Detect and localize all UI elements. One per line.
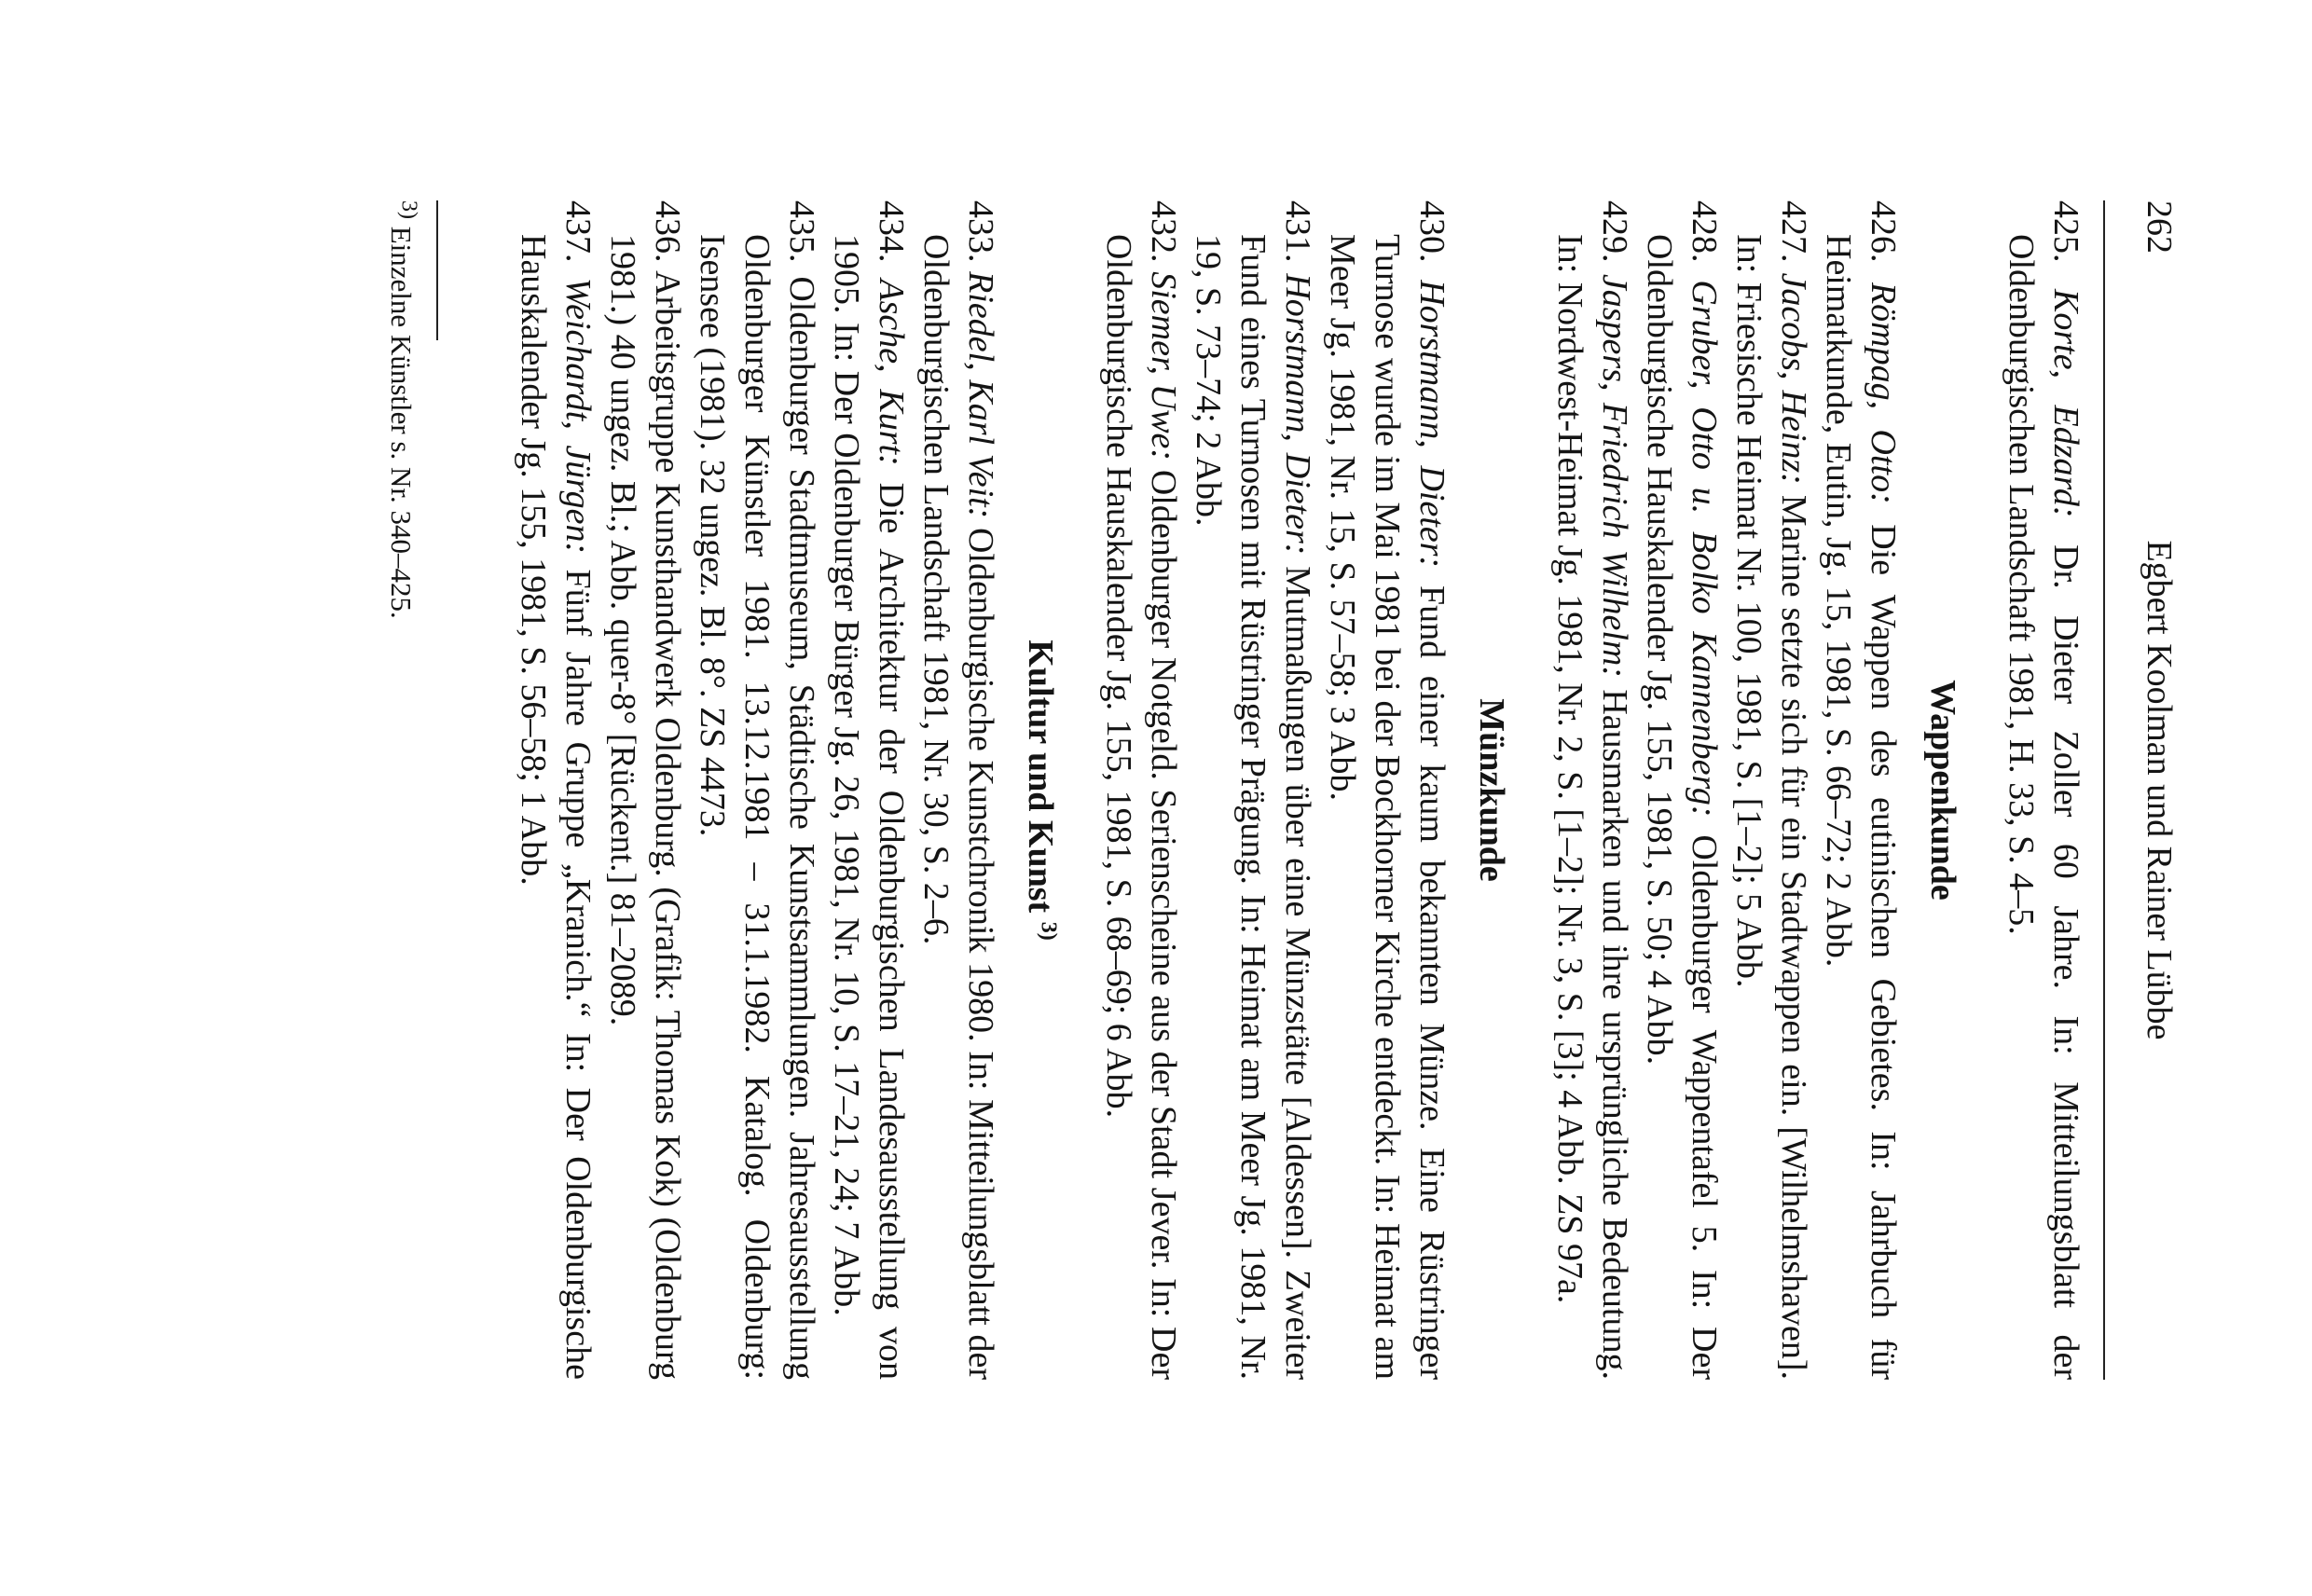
entry-number: 435.: [782, 200, 821, 263]
entry-author: Korte, Edzard:: [2046, 289, 2085, 518]
entry-number: 425.: [2046, 200, 2085, 263]
footnote-text: Einzelne Künstler s. Nr. 340–425.: [385, 219, 418, 619]
bibliography-entry: [1548, 200, 1637, 1380]
bibliography-entry: [1320, 200, 1454, 1380]
entry-number: 430.: [1412, 200, 1452, 263]
footnote-mark: 3): [396, 200, 421, 219]
entry-text: Fund einer kaum bekannten Münze. Eine Rüstringer Turnose wurde im Mai 1981 bei der Bockhorner Kirche entdeckt. In: Heimat am Meer Jg. 1981, Nr. 15, S. 57–58; 3 Abb.: [1323, 234, 1452, 1381]
entry-number: 436.: [648, 200, 687, 263]
entry-text: Die Architektur der Oldenburgischen Landesausstellung von 1905. In: Der Oldenburger Bürger Jg. 26, 1981, Nr. 10, S. 17–21, 24; 7 Abb.: [827, 234, 911, 1381]
entry-text: Marine setzte sich für ein Stadtwappen ein. [Wilhelmshaven]. In: Friesische Heimat Nr. 100, 1981, S. [1–2]; 5 Abb.: [1729, 234, 1813, 1380]
entry-text: Mutmaßungen über eine Münzstätte [Aldessen]. Zweiter Fund eines Turnosen mit Rüstringer Prägung. In: Heimat am Meer Jg. 1981, Nr. 19, S. 73–74; 2 Abb.: [1189, 234, 1317, 1380]
section-heading-text: Kultur und Kunst: [1021, 640, 1060, 914]
entry-text: Dr. Dieter Zoller 60 Jahre. In: Mitteilungsblatt der Oldenburgischen Landschaft 1981, H. 33, S. 4–5.: [2002, 234, 2085, 1381]
entry-number: 433.: [961, 200, 1000, 263]
entry-author: Horstmann, Dieter:: [1278, 273, 1317, 556]
entry-number: 437.: [558, 200, 598, 263]
entry-text: Hausmarken und ihre ursprüngliche Bedeutung. In: Nordwest-Heimat Jg. 1981, Nr. 2, S. [1–2]; Nr. 3, S. [3]; 4 Abb. ZS 97a.: [1550, 234, 1634, 1380]
bibliography-entry: [1816, 200, 1906, 1380]
entry-text: Oldenburgische Kunstchronik 1980. In: Mitteilungsblatt der Oldenburgischen Landschaft 1981, Nr. 30, S. 2–6.: [916, 234, 1000, 1381]
bibliography-entry: [1186, 200, 1320, 1380]
bibliography-entry: [600, 200, 690, 1380]
bibliography-entry: [1727, 200, 1816, 1380]
entry-text: Die Wappen des eutinischen Gebietes. In: Jahrbuch für Heimatkunde, Eutin, Jg. 15, 1981, S. 66–72; 2 Abb.: [1819, 234, 1903, 1380]
entry-text: Oldenburger Notgeld. Serienscheine aus der Stadt Jever. In: Der Oldenburgische Hauskalender Jg. 155, 1981, S. 68–69; 6 Abb.: [1099, 234, 1183, 1381]
entry-author: Jacobs, Heinz:: [1774, 272, 1813, 485]
page-header: [2133, 200, 2181, 1380]
entry-text: Arbeitsgruppe Kunsthandwerk Oldenburg. (Grafik: Thomas Kok) (Oldenburg 1981.) 40 ungez. Bl.; Abb. quer-8° [Rückent.] 81–2089.: [603, 234, 687, 1381]
entry-author: Römpag, Otto:: [1864, 282, 1903, 504]
entry-author: Siemer, Uwe:: [1144, 271, 1183, 461]
entry-number: 428.: [1685, 200, 1724, 263]
entry-number: 432.: [1144, 200, 1183, 263]
bibliography-entry: [690, 200, 824, 1380]
entry-text: Oldenburger Stadtmuseum, Städtische Kunstsammlungen. Jahresausstellung Oldenburger Künstler 1981. 13.12.1981 – 31.1.1982. Katalog. Oldenburg: Isensee (1981). 32 ungez. Bl. 8°. ZS 4473.: [693, 234, 821, 1380]
entry-author: Jaspers, Friedrich Wilhelm:: [1595, 273, 1634, 678]
running-head: Egbert Koolman und Rainer Lübbe: [2140, 540, 2179, 1040]
body-text: [511, 200, 2088, 1380]
bibliography-entry: [1096, 200, 1186, 1380]
entry-author: Riedel, Karl Veit:: [961, 271, 1000, 519]
entry-author: Gruber, Otto u. Bolko Kannenberg:: [1685, 280, 1724, 818]
bibliography-entry: [1637, 200, 1727, 1380]
entry-number: 427.: [1774, 200, 1813, 263]
entry-text: Oldenburger Wappentafel 5. In: Der Oldenburgische Hauskalender Jg. 155, 1981, S. 50; 4 Abb.: [1640, 234, 1724, 1381]
section-heading-muenzkunde: Münzkunde: [1472, 698, 1511, 882]
section-heading-wappenkunde: Wappenkunde: [1923, 680, 1962, 901]
entry-number: 426.: [1864, 200, 1903, 263]
entry-author: Asche, Kurt:: [872, 279, 911, 466]
entry-text: Fünf Jahre Gruppe „Kranich.“ In: Der Oldenburgische Hauskalender Jg. 155, 1981, S. 56–58; 1 Abb.: [514, 234, 598, 1380]
bibliography-entry: [914, 200, 1003, 1380]
section-heading-kultur-und-kunst: [1018, 200, 1063, 1380]
footnote-rule: [436, 200, 438, 340]
page-number: 262: [2140, 200, 2179, 254]
entry-number: 431.: [1278, 200, 1317, 263]
bibliography-entry: [824, 200, 914, 1380]
entry-number: 429.: [1595, 200, 1634, 263]
footnote: [382, 200, 420, 1380]
bibliography-entry: [511, 200, 600, 1380]
bibliography-entry: [1999, 200, 2088, 1380]
entry-author: Weichardt, Jürgen:: [558, 277, 598, 555]
footnote-reference: 3): [1036, 921, 1061, 941]
entry-author: Horstmann, Dieter:: [1412, 280, 1452, 569]
entry-number: 434.: [872, 200, 911, 263]
header-rule: [2103, 200, 2105, 1380]
